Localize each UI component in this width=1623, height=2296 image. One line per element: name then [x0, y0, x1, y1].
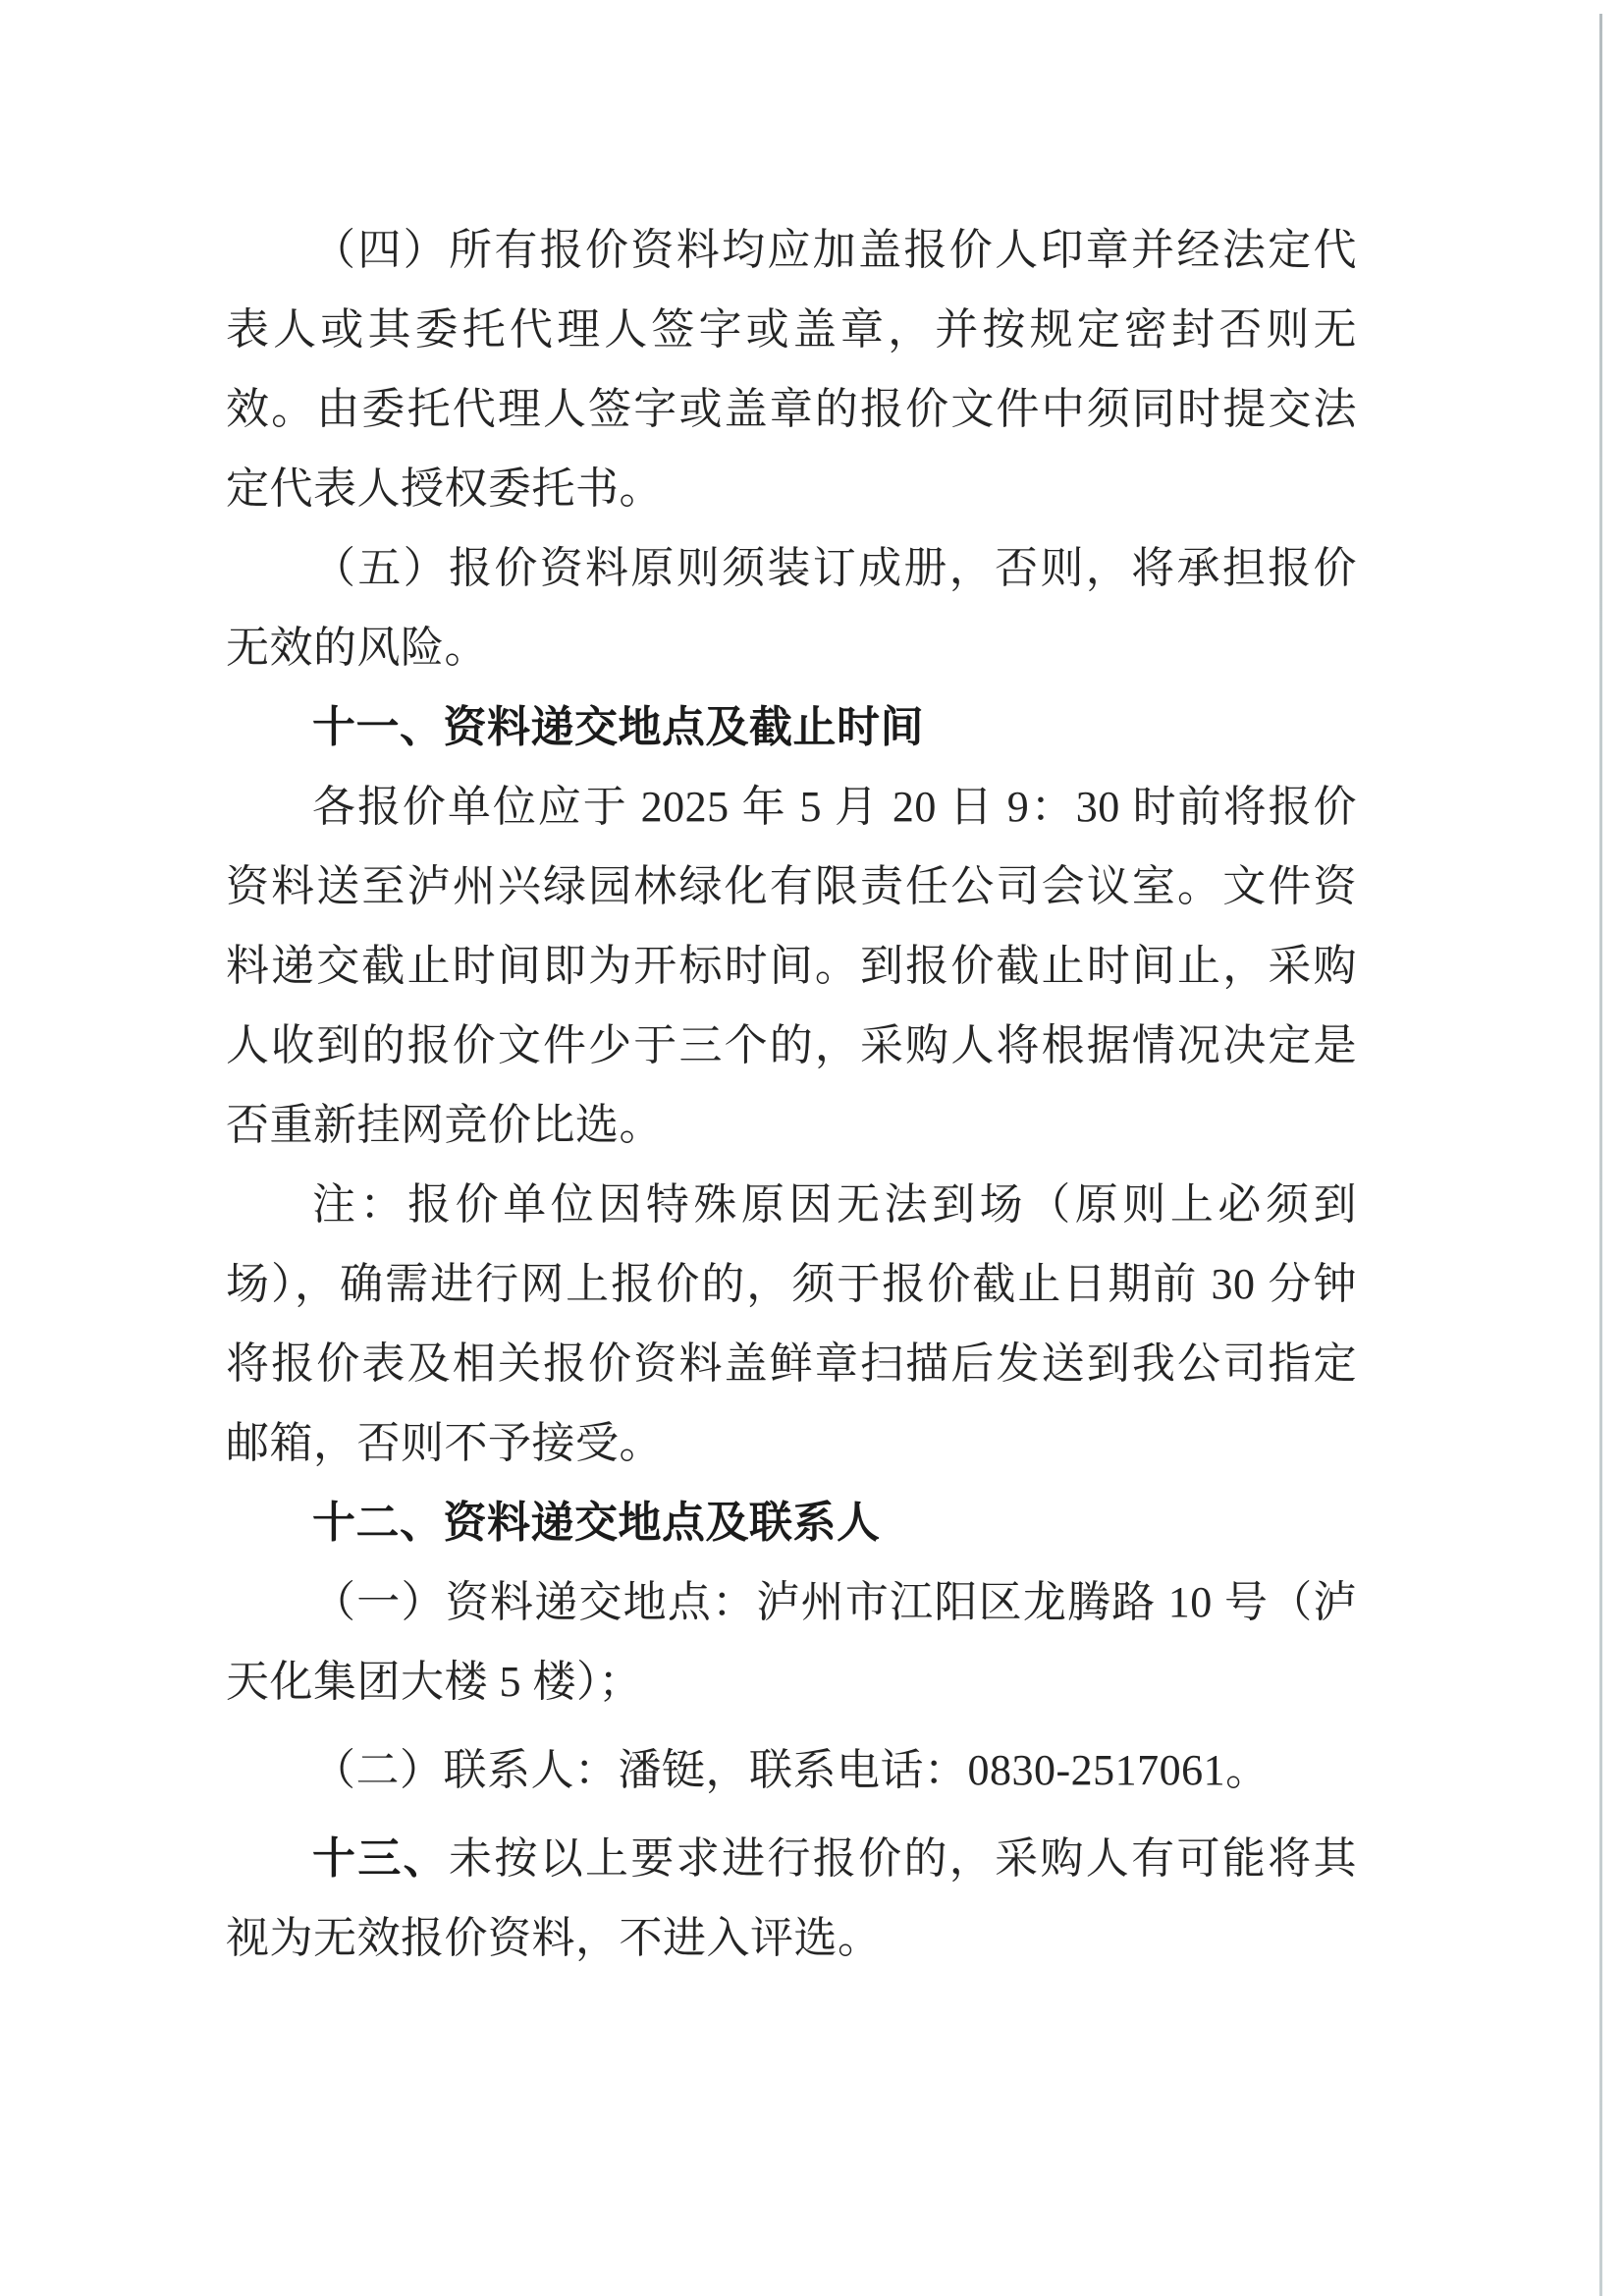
clause-4-paragraph: （四）所有报价资料均应加盖报价人印章并经法定代表人或其委托代理人签字或盖章，并按规定密封否则无效。由委托代理人签字或盖章的报价文件中须同时提交法定代表人授权委托书。 [226, 226, 1357, 513]
contact-person-paragraph: （二）联系人：潘铤，联系电话：0830-2517061。 [312, 1746, 1270, 1794]
section-12-heading: 十二、资料递交地点及联系人 [312, 1499, 881, 1547]
section-13-lead: 十三、 [312, 1834, 450, 1883]
document-content [226, 210, 1357, 1978]
section-13-paragraph [226, 1819, 1357, 1978]
section-11-heading: 十一、资料递交地点及截止时间 [312, 703, 924, 751]
clause-5-paragraph: （五）报价资料原则须装订成册，否则，将承担报价无效的风险。 [226, 544, 1357, 672]
note-paragraph: 注：报价单位因特殊原因无法到场（原则上必须到场），确需进行网上报价的，须于报价截止日期前 30 分钟将报价表及相关报价资料盖鲜章扫描后发送到我公司指定邮箱，否则不予接受。 [226, 1180, 1357, 1467]
section-11-body-paragraph: 各报价单位应于 2025 年 5 月 20 日 9：30 时前将报价资料送至泸州兴绿园林绿化有限责任公司会议室。文件资料递交截止时间即为开标时间。到报价截止时间止，采购人收到的报价文件少于三个的，采购人将根据情况决定是否重新挂网竞价比选。 [226, 783, 1357, 1149]
scan-artifact-line [1599, 14, 1602, 2296]
delivery-address-paragraph: （一）资料递交地点：泸州市江阳区龙腾路 10 号（泸天化集团大楼 5 楼）； [226, 1578, 1357, 1706]
section-13-text: 未按以上要求进行报价的，采购人有可能将其视为无效报价资料，不进入评选。 [226, 1834, 1358, 1962]
